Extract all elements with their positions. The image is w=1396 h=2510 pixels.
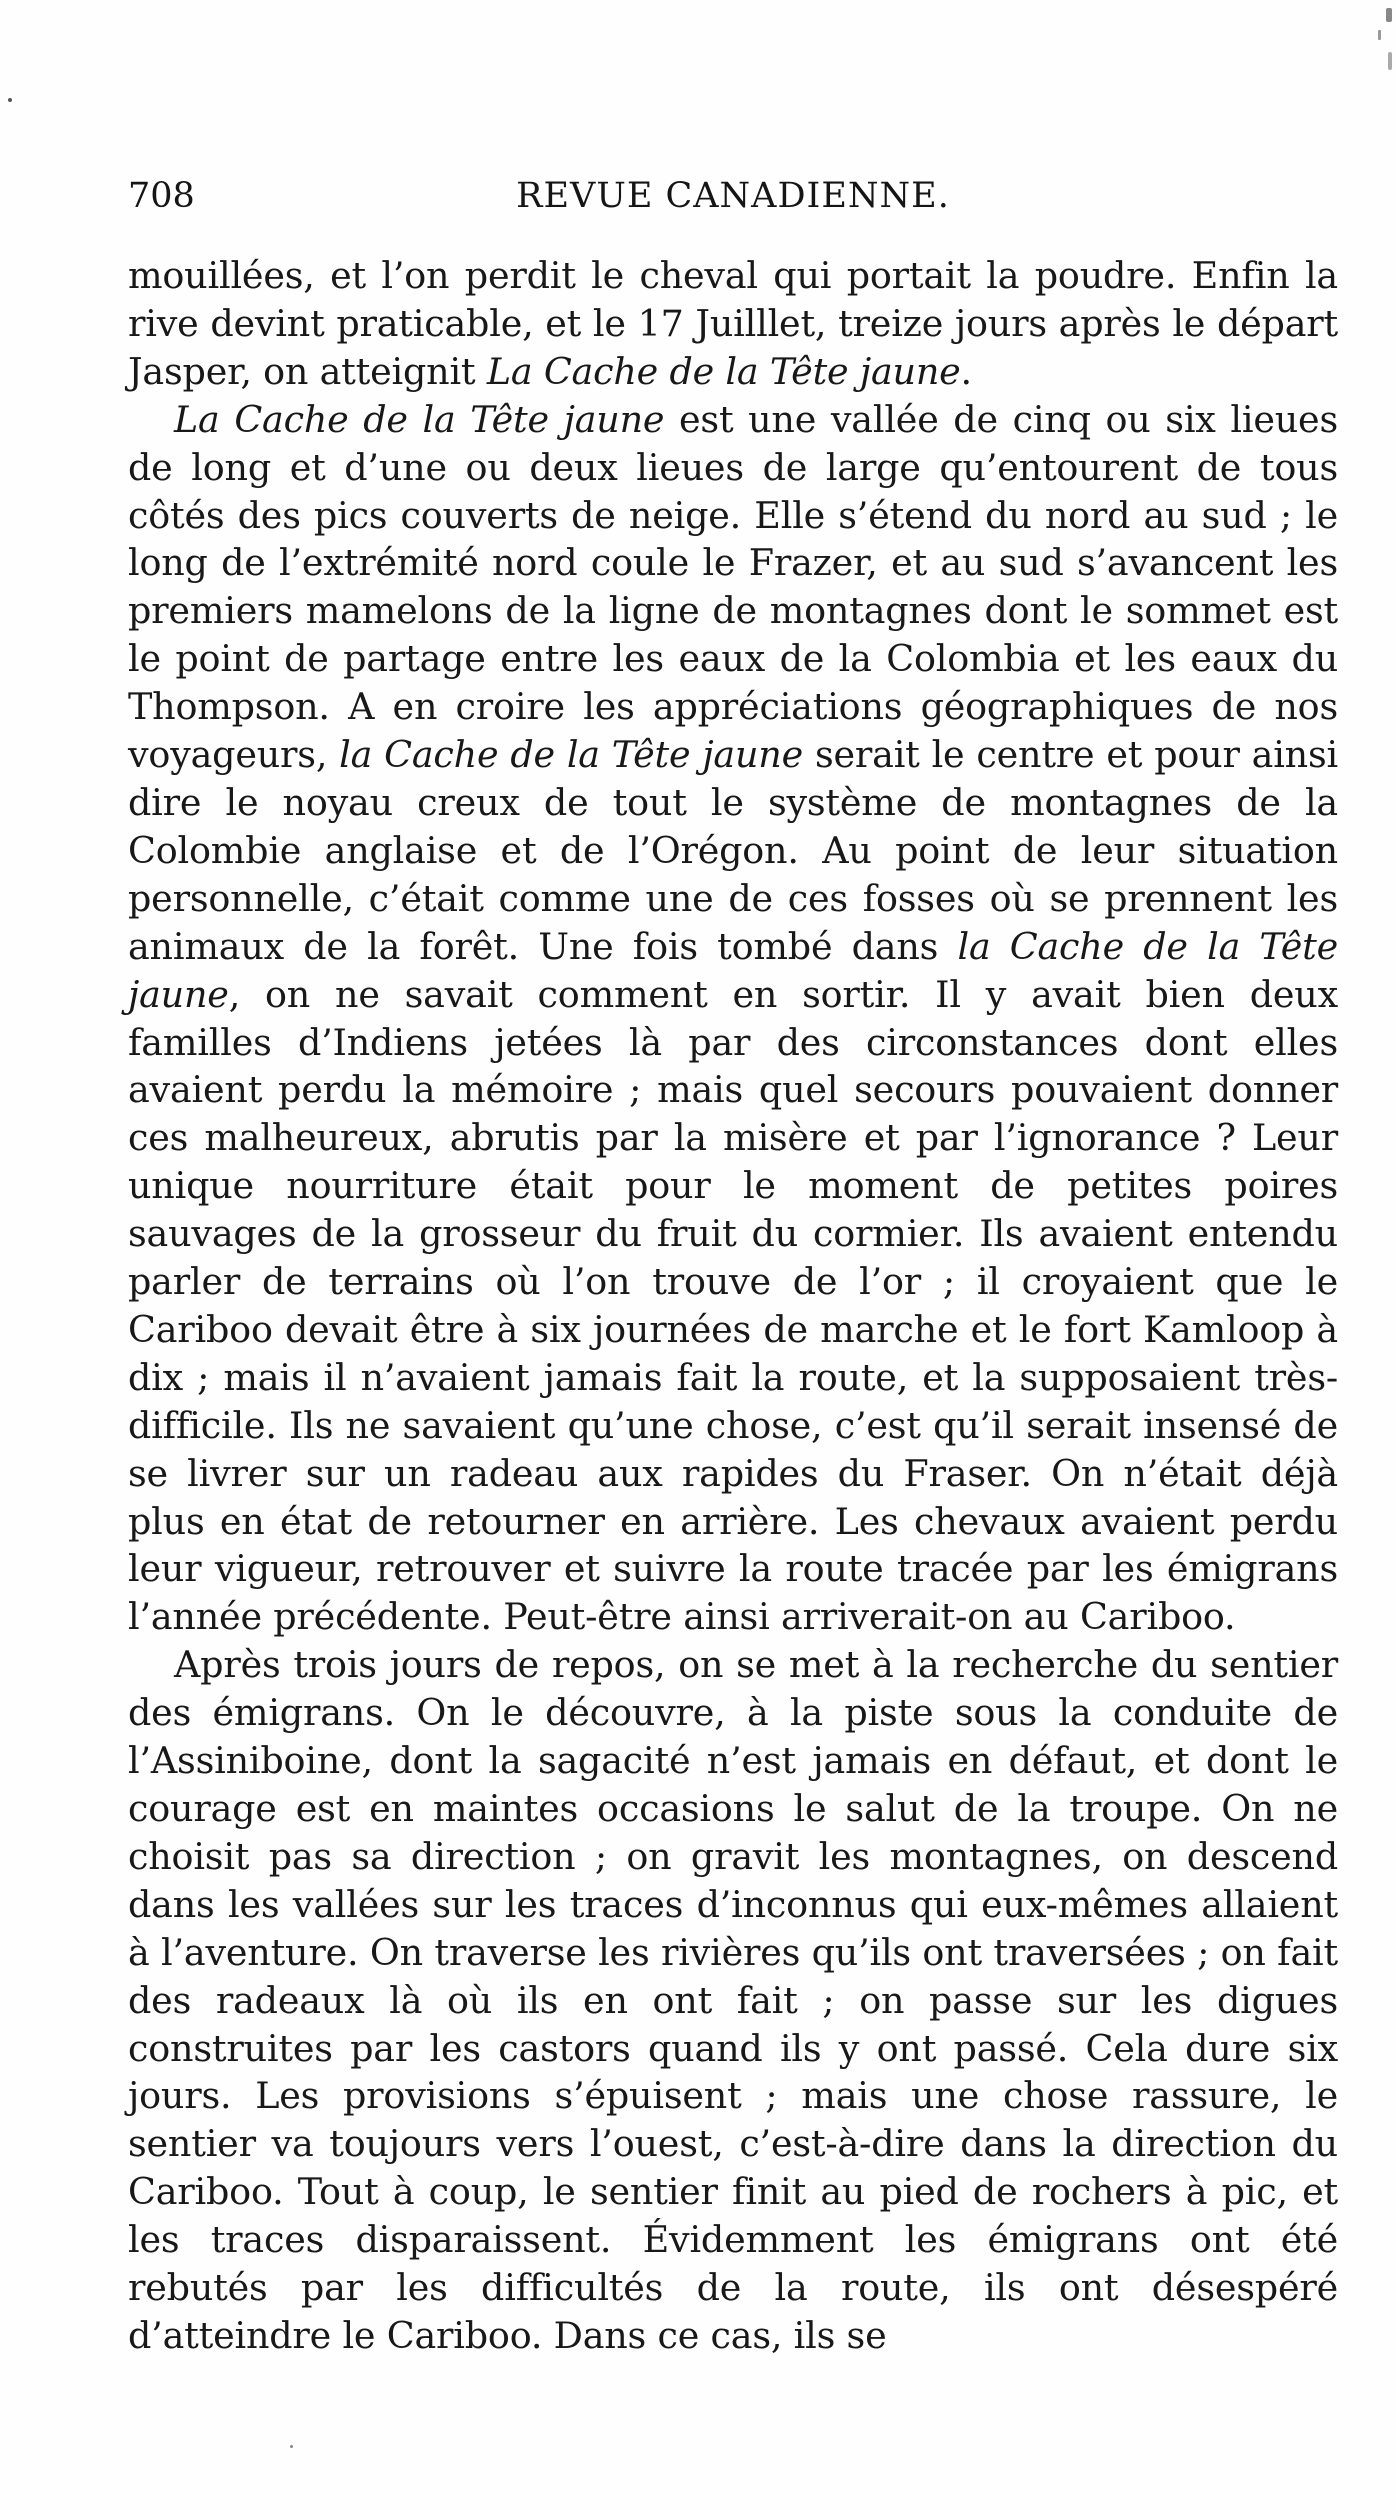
scan-speck xyxy=(1386,8,1392,22)
paragraph-text: mouillées, et l’on perdit le cheval qui portait la poudre. Enfin la rive devint praticable, et le 17 Juilllet, treize jours après le départ Jasper, on atteignit xyxy=(128,254,1338,393)
scan-speck xyxy=(290,2445,293,2448)
journal-title: REVUE CANADIENNE. xyxy=(516,176,950,216)
scan-speck xyxy=(1388,52,1392,70)
italic-title-text: la Cache de la Tête jaune xyxy=(339,733,804,777)
paragraph-text: Après trois jours de repos, on se met à la recherche du sentier des émigrans. On le découvre, à la piste sous la conduite de l’Assiniboine, dont la sagacité n’est jamais en défaut, et dont le courage est en maintes occasions le salut de la troupe. On ne choisit pas sa direction ; on gravit les montagnes, on descend dans les vallées sur les traces d’inconnus qui eux-mêmes allaient à l’aventure. On traverse les rivières qu’ils ont traversées ; on fait des radeaux là où ils en ont fait ; on passe sur les digues construites par les castors quand ils y ont passé. Cela dure six jours. Les provisions s’épuisent ; mais une chose rassure, le sentier va toujours vers l’ouest, c’est-à-dire dans la direction du Cariboo. Tout à coup, le sentier finit au pied de rochers à pic, et les traces disparaissent. Évidemment les émigrans ont été rebutés par les difficultés de la route, ils ont désespéré d’atteindre le Cariboo. Dans ce cas, ils se xyxy=(128,1643,1338,2357)
paragraph-text: est une vallée de cinq ou six lieues de long et d’une ou deux lieues de large qu’entourent de tous côtés des pics couverts de neige. Elle s’étend du nord au sud ; le long de l’extrémité nord coule le Frazer, et au sud s’avancent les premiers mamelons de la ligne de montagnes dont le sommet est le point de partage entre les eaux de la Colombia et les eaux du Thompson. A en croire les appréciations géographiques de nos voyageurs, xyxy=(128,397,1338,777)
running-head xyxy=(128,170,1338,232)
italic-title-text: La Cache de la Tête jaune xyxy=(486,349,961,393)
paragraph-text: serait le centre et pour ainsi dire le noyau creux de tout le système de montagnes de la Colombie anglaise et de l’Orégon. Au point de leur situation personnelle, c’était comme une de ces fosses où se prennent les animaux de la forêt. Une fois tombé dans xyxy=(128,733,1338,968)
italic-title-text: la Cache de la Tête jaune xyxy=(128,924,1338,1016)
paragraph-text: . xyxy=(960,349,972,393)
paragraph-text: , on ne savait comment en sortir. Il y avait bien deux familles d’Indiens jetées là par des circonstances dont elles avaient perdu la mémoire ; mais quel secours pouvaient donner ces malheureux, abrutis par la misère et par l’ignorance ? Leur unique nourriture était pour le moment de petites poires sauvages de la grosseur du fruit du cormier. Ils avaient entendu parler de terrains où l’on trouve de l’or ; il croyaient que le Cariboo devait être à six journées de marche et le fort Kamloop à dix ; mais il n’avaient jamais fait la route, et la supposaient très-difficile. Ils ne savaient qu’une chose, c’est qu’il serait insensé de se livrer sur un radeau aux rapides du Fraser. On n’était déjà plus en état de retourner en arrière. Les chevaux avaient perdu leur vigueur, retrouver et suivre la route tracée par les émigrans l’année précédente. Peut-être ainsi arriverait-on au Cariboo. xyxy=(128,972,1338,1639)
scan-speck xyxy=(1378,30,1381,40)
paragraph xyxy=(128,252,1338,396)
italic-title-text: La Cache de la Tête jaune xyxy=(174,397,665,441)
paragraph xyxy=(128,1641,1338,2360)
page-number: 708 xyxy=(128,176,195,216)
paragraph xyxy=(128,396,1338,1642)
scan-speck xyxy=(8,98,12,102)
body-text xyxy=(128,252,1338,2360)
